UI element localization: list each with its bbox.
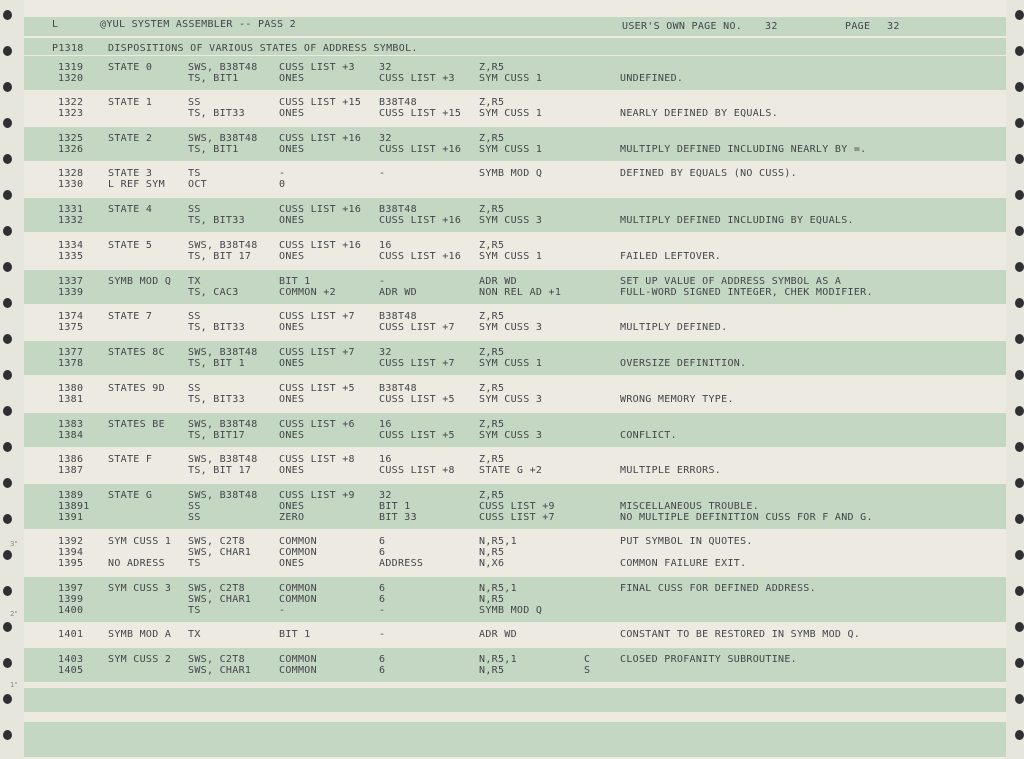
line-label: NO ADRESS <box>108 558 165 569</box>
line-op: TS, CAC3 <box>188 287 239 298</box>
line-word2: NON REL AD +1 <box>479 287 562 298</box>
line-op: SWS, B38T48 <box>188 240 258 251</box>
line-addr: CUSS LIST +3 <box>279 62 355 73</box>
line-label: STATE 3 <box>108 168 153 179</box>
line-word1: B38T48 <box>379 311 417 322</box>
feed-hole <box>3 46 12 56</box>
line-label: STATES 8C <box>108 347 165 358</box>
line-op: TS, BIT1 <box>188 144 239 155</box>
line-op: TS, BIT33 <box>188 215 245 226</box>
line-num: 13891 <box>58 501 90 512</box>
feed-hole <box>1015 298 1024 308</box>
line-comment: COMMON FAILURE EXIT. <box>620 558 747 569</box>
line-op: SWS, B38T48 <box>188 454 258 465</box>
line-num: 1380 <box>58 383 84 394</box>
line-word1: B38T48 <box>379 383 417 394</box>
feed-hole <box>1015 730 1024 740</box>
feed-hole <box>3 370 12 380</box>
line-num: 1384 <box>58 430 84 441</box>
line-word1: BIT 1 <box>379 501 411 512</box>
line-word1: 6 <box>379 654 386 665</box>
line-addr: BIT 1 <box>279 629 311 640</box>
line-num: 1387 <box>58 465 84 476</box>
line-comment: NEARLY DEFINED BY EQUALS. <box>620 108 779 119</box>
line-label: STATE 1 <box>108 97 153 108</box>
feed-hole <box>3 226 12 236</box>
line-word2: ADR WD <box>479 629 517 640</box>
feed-hole <box>3 514 12 524</box>
line-op: SWS, C2T8 <box>188 583 245 594</box>
feed-hole <box>3 730 12 740</box>
line-word1: CUSS LIST +3 <box>379 73 455 84</box>
line-num: 1395 <box>58 558 84 569</box>
line-addr: ZERO <box>279 512 305 523</box>
line-word2: Z,R5 <box>479 311 505 322</box>
line-num: 1383 <box>58 419 84 430</box>
line-op: SWS, C2T8 <box>188 654 245 665</box>
feed-hole <box>1015 190 1024 200</box>
line-comment: MULTIPLY DEFINED INCLUDING NEARLY BY =. <box>620 144 867 155</box>
line-addr: ONES <box>279 465 305 476</box>
line-word1: - <box>379 276 386 287</box>
line-word2: Z,R5 <box>479 347 505 358</box>
line-op: TS, BIT 17 <box>188 465 252 476</box>
line-addr: COMMON +2 <box>279 287 336 298</box>
line-addr: COMMON <box>279 654 317 665</box>
line-word2: N,R5,1 <box>479 654 517 665</box>
line-comment: CLOSED PROFANITY SUBROUTINE. <box>620 654 797 665</box>
feed-hole <box>1015 10 1024 20</box>
feed-hole <box>3 118 12 128</box>
line-num: 1389 <box>58 490 84 501</box>
line-comment: MISCELLANEOUS TROUBLE. <box>620 501 760 512</box>
line-comment: MULTIPLY DEFINED INCLUDING BY EQUALS. <box>620 215 854 226</box>
line-comment: MULTIPLE ERRORS. <box>620 465 722 476</box>
line-label: STATE G <box>108 490 153 501</box>
line-word2: Z,R5 <box>479 97 505 108</box>
line-op: SS <box>188 204 201 215</box>
line-num: 1405 <box>58 665 84 676</box>
line-word2: SYM CUSS 1 <box>479 73 543 84</box>
line-op: OCT <box>188 179 207 190</box>
line-num: 1328 <box>58 168 84 179</box>
line-addr: CUSS LIST +8 <box>279 454 355 465</box>
line-op: TS, BIT 17 <box>188 251 252 262</box>
line-op: TS, BIT33 <box>188 394 245 405</box>
line-label: L REF SYM <box>108 179 165 190</box>
line-addr: COMMON <box>279 547 317 558</box>
line-word1: 6 <box>379 594 386 605</box>
line-addr: CUSS LIST +16 <box>279 204 362 215</box>
line-comment: CONSTANT TO BE RESTORED IN SYMB MOD Q. <box>620 629 861 640</box>
line-word2: Z,R5 <box>479 454 505 465</box>
line-label: SYM CUSS 2 <box>108 654 172 665</box>
line-word1: CUSS LIST +16 <box>379 251 462 262</box>
line-word2: Z,R5 <box>479 419 505 430</box>
line-num: 1399 <box>58 594 84 605</box>
line-word1: CUSS LIST +7 <box>379 322 455 333</box>
line-word2: N,X6 <box>479 558 505 569</box>
line-op: SWS, CHAR1 <box>188 594 252 605</box>
margin-mark: 3" <box>10 540 18 548</box>
feed-hole <box>1015 154 1024 164</box>
line-num: 1330 <box>58 179 84 190</box>
line-word2: CUSS LIST +9 <box>479 501 555 512</box>
line-comment: DEFINED BY EQUALS (NO CUSS). <box>620 168 797 179</box>
line-word2: N,R5 <box>479 547 505 558</box>
line-op: SS <box>188 512 201 523</box>
line-word1: BIT 33 <box>379 512 417 523</box>
line-addr: COMMON <box>279 594 317 605</box>
line-op: SWS, B38T48 <box>188 419 258 430</box>
line-label: STATE F <box>108 454 153 465</box>
line-addr: ONES <box>279 558 305 569</box>
line-comment: UNDEFINED. <box>620 73 684 84</box>
line-word1: ADDRESS <box>379 558 424 569</box>
line-word1: CUSS LIST +5 <box>379 430 455 441</box>
line-word1: - <box>379 605 386 616</box>
line-op: SWS, B38T48 <box>188 62 258 73</box>
line-comment: WRONG MEMORY TYPE. <box>620 394 734 405</box>
line-word2: Z,R5 <box>479 62 505 73</box>
line-word2: N,R5,1 <box>479 536 517 547</box>
feed-hole <box>1015 622 1024 632</box>
line-op: TS <box>188 168 201 179</box>
line-num: 1334 <box>58 240 84 251</box>
line-op: TS, BIT1 <box>188 73 239 84</box>
line-comment: NO MULTIPLE DEFINITION CUSS FOR F AND G. <box>620 512 873 523</box>
line-op: SS <box>188 501 201 512</box>
feed-hole <box>1015 406 1024 416</box>
green-bar-band <box>24 688 1006 712</box>
line-word2: N,R5 <box>479 594 505 605</box>
line-word2: Z,R5 <box>479 490 505 501</box>
line-comment: FINAL CUSS FOR DEFINED ADDRESS. <box>620 583 816 594</box>
feed-hole <box>1015 442 1024 452</box>
line-num: 1401 <box>58 629 84 640</box>
line-comment: FAILED LEFTOVER. <box>620 251 722 262</box>
line-word1: B38T48 <box>379 97 417 108</box>
feed-hole <box>1015 46 1024 56</box>
feed-hole <box>3 550 12 560</box>
feed-hole <box>3 694 12 704</box>
line-word2: Z,R5 <box>479 240 505 251</box>
line-addr: CUSS LIST +16 <box>279 133 362 144</box>
line-num: 1337 <box>58 276 84 287</box>
line-word1: CUSS LIST +7 <box>379 358 455 369</box>
header-marker: L <box>52 19 59 30</box>
line-addr: ONES <box>279 73 305 84</box>
header-title: @YUL SYSTEM ASSEMBLER -- PASS 2 <box>100 19 296 30</box>
line-word2: SYM CUSS 1 <box>479 358 543 369</box>
line-word2: Z,R5 <box>479 133 505 144</box>
line-op: TS, BIT33 <box>188 108 245 119</box>
line-addr: CUSS LIST +16 <box>279 240 362 251</box>
feed-hole <box>1015 694 1024 704</box>
line-num: 1332 <box>58 215 84 226</box>
line-label: STATES 9D <box>108 383 165 394</box>
line-word1: CUSS LIST +5 <box>379 394 455 405</box>
feed-hole <box>3 442 12 452</box>
line-comment: MULTIPLY DEFINED. <box>620 322 728 333</box>
feed-hole <box>3 82 12 92</box>
line-addr: CUSS LIST +9 <box>279 490 355 501</box>
line-word1: 16 <box>379 240 392 251</box>
feed-hole <box>3 478 12 488</box>
line-suffix: C <box>584 654 591 665</box>
line-word2: SYMB MOD Q <box>479 605 543 616</box>
line-word1: CUSS LIST +16 <box>379 215 462 226</box>
line-op: TX <box>188 276 201 287</box>
line-op: SWS, CHAR1 <box>188 547 252 558</box>
line-addr: BIT 1 <box>279 276 311 287</box>
line-comment: FULL-WORD SIGNED INTEGER, CHEK MODIFIER. <box>620 287 873 298</box>
line-num: 1397 <box>58 583 84 594</box>
line-addr: CUSS LIST +6 <box>279 419 355 430</box>
line-num: 1375 <box>58 322 84 333</box>
line-comment: PUT SYMBOL IN QUOTES. <box>620 536 753 547</box>
line-num: 1325 <box>58 133 84 144</box>
line-comment: OVERSIZE DEFINITION. <box>620 358 747 369</box>
line-op: TS, BIT17 <box>188 430 245 441</box>
line-addr: ONES <box>279 215 305 226</box>
line-num: 1392 <box>58 536 84 547</box>
line-suffix: S <box>584 665 591 676</box>
feed-hole <box>1015 658 1024 668</box>
feed-hole <box>3 658 12 668</box>
line-word2: STATE G +2 <box>479 465 543 476</box>
line-addr: CUSS LIST +7 <box>279 347 355 358</box>
line-op: TS <box>188 558 201 569</box>
feed-hole <box>1015 334 1024 344</box>
line-addr: CUSS LIST +15 <box>279 97 362 108</box>
line-word2: SYM CUSS 3 <box>479 394 543 405</box>
line-word2: Z,R5 <box>479 204 505 215</box>
margin-mark: 2" <box>10 610 18 618</box>
line-word2: SYM CUSS 3 <box>479 322 543 333</box>
line-num: 1319 <box>58 62 84 73</box>
line-label: STATE 2 <box>108 133 153 144</box>
feed-hole <box>3 406 12 416</box>
line-num: 1326 <box>58 144 84 155</box>
line-word2: Z,R5 <box>479 383 505 394</box>
feed-hole <box>1015 262 1024 272</box>
line-word1: ADR WD <box>379 287 417 298</box>
feed-hole <box>1015 550 1024 560</box>
feed-hole <box>3 298 12 308</box>
feed-hole <box>3 10 12 20</box>
line-addr: ONES <box>279 322 305 333</box>
line-addr: - <box>279 605 286 616</box>
line-num: 1374 <box>58 311 84 322</box>
line-word1: 6 <box>379 536 386 547</box>
line-num: 1386 <box>58 454 84 465</box>
line-label: SYM CUSS 1 <box>108 536 172 547</box>
line-label: SYM CUSS 3 <box>108 583 172 594</box>
line-word2: N,R5 <box>479 665 505 676</box>
feed-hole <box>3 586 12 596</box>
line-op: SWS, CHAR1 <box>188 665 252 676</box>
line-label: STATE 7 <box>108 311 153 322</box>
line-word1: - <box>379 629 386 640</box>
line-word2: N,R5,1 <box>479 583 517 594</box>
line-word1: 32 <box>379 347 392 358</box>
feed-hole <box>1015 514 1024 524</box>
line-addr: COMMON <box>279 536 317 547</box>
line-comment: CONFLICT. <box>620 430 677 441</box>
line-num: 1323 <box>58 108 84 119</box>
line-op: TS, BIT 1 <box>188 358 245 369</box>
line-addr: ONES <box>279 394 305 405</box>
line-op: SWS, B38T48 <box>188 347 258 358</box>
line-num: 1400 <box>58 605 84 616</box>
feed-hole <box>1015 118 1024 128</box>
line-num: 1378 <box>58 358 84 369</box>
line-num: 1403 <box>58 654 84 665</box>
green-bar-band <box>24 722 1006 757</box>
user-page-label: USER'S OWN PAGE NO. <box>622 21 743 32</box>
line-label: STATES BE <box>108 419 165 430</box>
line-op: TS, BIT33 <box>188 322 245 333</box>
line-op: SWS, B38T48 <box>188 490 258 501</box>
line-addr: ONES <box>279 430 305 441</box>
line-word1: B38T48 <box>379 204 417 215</box>
line-word1: 6 <box>379 665 386 676</box>
line-word1: 16 <box>379 419 392 430</box>
line-addr: ONES <box>279 144 305 155</box>
feed-hole <box>1015 370 1024 380</box>
line-num: 1339 <box>58 287 84 298</box>
margin-mark: 1" <box>10 681 18 689</box>
line-num: 1381 <box>58 394 84 405</box>
line-word2: ADR WD <box>479 276 517 287</box>
feed-hole <box>3 190 12 200</box>
line-num: 1322 <box>58 97 84 108</box>
line-addr: ONES <box>279 108 305 119</box>
feed-hole <box>1015 82 1024 92</box>
line-num: 1391 <box>58 512 84 523</box>
line-word1: CUSS LIST +16 <box>379 144 462 155</box>
line-label: STATE 4 <box>108 204 153 215</box>
line-addr: COMMON <box>279 583 317 594</box>
line-word2: SYM CUSS 1 <box>479 251 543 262</box>
line-word1: CUSS LIST +8 <box>379 465 455 476</box>
line-word2: SYM CUSS 3 <box>479 430 543 441</box>
line-op: SS <box>188 311 201 322</box>
line-num: 1377 <box>58 347 84 358</box>
line-op: SWS, B38T48 <box>188 133 258 144</box>
line-label: STATE 5 <box>108 240 153 251</box>
feed-hole <box>3 154 12 164</box>
line-word2: SYM CUSS 1 <box>479 108 543 119</box>
feed-hole <box>1015 586 1024 596</box>
feed-hole <box>3 262 12 272</box>
line-word2: SYMB MOD Q <box>479 168 543 179</box>
line-word1: 6 <box>379 547 386 558</box>
line-num: 1331 <box>58 204 84 215</box>
line-num: 1320 <box>58 73 84 84</box>
line-comment: SET UP VALUE OF ADDRESS SYMBOL AS A <box>620 276 842 287</box>
feed-hole <box>3 622 12 632</box>
line-word1: - <box>379 168 386 179</box>
line-word1: 16 <box>379 454 392 465</box>
line-label: SYMB MOD A <box>108 629 172 640</box>
page-label: PAGE <box>845 21 871 32</box>
feed-hole <box>1015 226 1024 236</box>
line-addr: ONES <box>279 251 305 262</box>
line-word2: SYM CUSS 3 <box>479 215 543 226</box>
line-num: 1394 <box>58 547 84 558</box>
line-op: SS <box>188 383 201 394</box>
line-word1: 32 <box>379 62 392 73</box>
line-op: SS <box>188 97 201 108</box>
section-line-number: P1318 <box>52 43 84 54</box>
line-addr: ONES <box>279 358 305 369</box>
section-title: DISPOSITIONS OF VARIOUS STATES OF ADDRESS SYMBOL. <box>108 43 418 54</box>
line-addr: ONES <box>279 501 305 512</box>
line-addr: 0 <box>279 179 286 190</box>
line-word1: 32 <box>379 133 392 144</box>
line-num: 1335 <box>58 251 84 262</box>
line-op: TS <box>188 605 201 616</box>
line-label: STATE 0 <box>108 62 153 73</box>
user-page-number: 32 <box>765 21 778 32</box>
line-word1: 32 <box>379 490 392 501</box>
line-word1: 6 <box>379 583 386 594</box>
line-op: SWS, C2T8 <box>188 536 245 547</box>
line-word1: CUSS LIST +15 <box>379 108 462 119</box>
line-addr: - <box>279 168 286 179</box>
page-number: 32 <box>887 21 900 32</box>
line-addr: CUSS LIST +5 <box>279 383 355 394</box>
line-addr: COMMON <box>279 665 317 676</box>
line-op: TX <box>188 629 201 640</box>
line-addr: CUSS LIST +7 <box>279 311 355 322</box>
line-label: SYMB MOD Q <box>108 276 172 287</box>
feed-hole <box>3 334 12 344</box>
feed-hole <box>1015 478 1024 488</box>
line-word2: SYM CUSS 1 <box>479 144 543 155</box>
line-word2: CUSS LIST +7 <box>479 512 555 523</box>
